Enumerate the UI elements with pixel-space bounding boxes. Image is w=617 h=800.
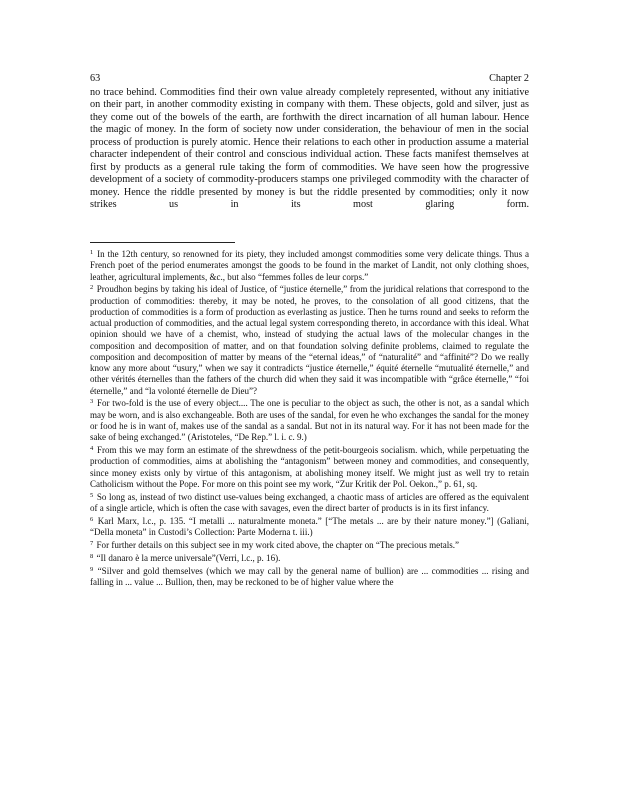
footnote-text: Karl Marx, l.c., p. 135. “I metalli ... naturalmente moneta.” [“The metals ... are by their nature money.”] (Galiani, “Della moneta” in Custodi’s Collection: Parte Moderna t. iii.) [90, 515, 529, 537]
footnote-text: For two-fold is the use of every object.... The one is peculiar to the object as such, the other is not, as a sandal which may be worn, and is also exchangeable. Both are uses of the sandal, for even he who exchanges the sandal for the money or food he is in want of, makes use of the sandal as a sandal. But not in its natural way. For it has not been made for the sake of being exchanged.” (Aristoteles, “De Rep.” l. i. c. 9.) [90, 398, 530, 443]
footnote-number: 6 [90, 515, 94, 523]
footnote [90, 553, 529, 564]
footnote-number: 1 [90, 249, 94, 256]
footnote-text: “Silver and gold themselves (which we may call by the general name of bullion) are ... commodities ... rising and falling in ... value ... Bullion, then, may be reckoned to be of higher value where the [90, 565, 529, 587]
footnote-number: 5 [90, 491, 94, 499]
footnote [90, 540, 529, 551]
footnote-text: For further details on this subject see in my work cited above, the chapter on “The precious metals.” [96, 539, 460, 550]
footnote-separator [90, 242, 235, 243]
chapter-title: Chapter 2 [489, 73, 529, 84]
page-number: 63 [90, 73, 101, 84]
footnote [90, 249, 529, 283]
footnote [90, 445, 529, 490]
footnote-number: 4 [90, 445, 94, 453]
footnote [90, 566, 529, 589]
footnote-number: 9 [90, 565, 94, 573]
footnote-number: 7 [90, 539, 94, 547]
footnote [90, 492, 529, 515]
footnotes [90, 249, 529, 590]
footnote [90, 516, 529, 539]
footnote-text: From this we may form an estimate of the shrewdness of the petit-bourgeois socialism. which, while perpetuating the production of commodities, aims at abolishing the “antagonism” between money and commodities, and consequently, since money exists only by virtue of this antagonism, at abolishing money itself. We might just as well try to retain Catholicism without the Pope. For more on this point see my work, “Zur Kritik der Pol. Oekon.,” p. 61, sq. [90, 445, 530, 489]
footnote-number: 2 [90, 284, 94, 292]
footnote-text: “Il danaro è la merce universale”(Verri, l.c., p. 16). [96, 552, 281, 563]
footnote [90, 398, 529, 443]
footnote-text: Proudhon begins by taking his ideal of Justice, of “justice éternelle,” from the juridical relations that correspond to the production of commodities: thereby, it may be noted, he proves, to the consolation of all good citizens, that the production of commodities is a form of production as everlasting as justice. Then he turns round and seeks to reform the actual production of commodities, and the actual legal system corresponding thereto, in accordance with this ideal. What opinion should we have of a chemist, who, instead of studying the actual laws of the molecular changes in the composition and decomposition of matter, and on that foundation solving definite problems, claimed to regulate the composition and decomposition of matter by means of the “eternal ideas,” of “naturalité” and “affinité”? Do we really know any more about “usury,” when we say it contradicts “justice éternelle,” équité éternelle “mutualité éternelle,” and other vérités éternelles than the fathers of the church did when they said it was incompatible with “grâce éternelle,” “foi éternelle,” and “la volonté éternelle de Dieu”? [90, 284, 529, 396]
footnote [90, 284, 529, 397]
footnote-text: So long as, instead of two distinct use-values being exchanged, a chaotic mass of articles are offered as the equivalent of a single article, which is often the case with savages, even the direct barter of products is in its first infancy. [90, 491, 529, 513]
footnote-number: 8 [90, 552, 94, 560]
footnote-number: 3 [90, 398, 94, 406]
main-paragraph: no trace behind. Commodities find their own value already completely represented, without any initiative on their part, in another commodity existing in company with them. These objects, gold and silver, just as they come out of the bowels of the earth, are forthwith the direct incarnation of all human labour. Hence the magic of money. In the form of society now under consideration, the behaviour of men in the social process of production is purely atomic. Hence their relations to each other in production assume a material character independent of their control and conscious individual action. These facts manifest themselves at first by products as a general rule taking the form of commodities. We have seen how the progressive development of a society of commodity-producers stamps one privileged commodity with the character of money. Hence the riddle presented by money is but the riddle presented by commodities; only it now strikes us in its most glaring form. [90, 87, 529, 211]
footnote-text: In the 12th century, so renowned for its piety, they included amongst commodities some very delicate things. Thus a French poet of the period enumerates amongst the goods to be found in the market of Landit, not only clothing shoes, leather, agricultural implements, &c., but also “femmes folles de leur corps.” [90, 249, 529, 282]
